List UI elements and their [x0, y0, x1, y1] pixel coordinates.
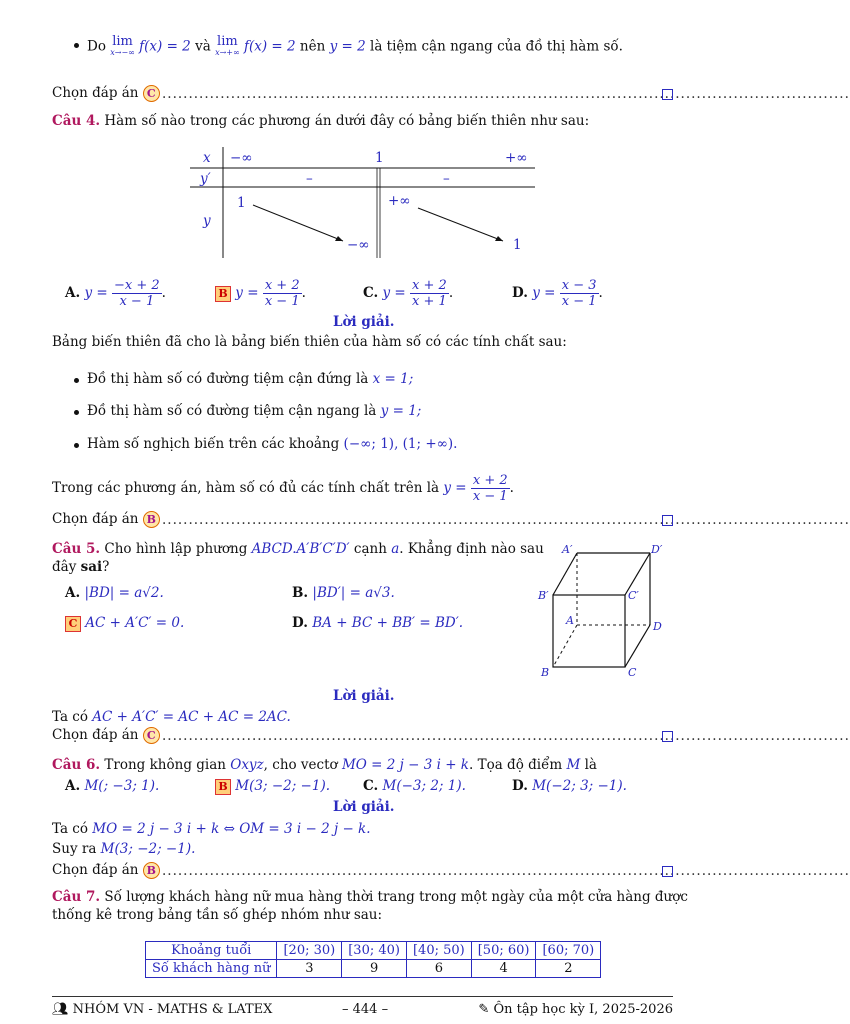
bullet-dot [74, 43, 79, 48]
cube-label-d1: D′ [651, 543, 663, 556]
group-icon: 👥︎ [52, 1002, 69, 1017]
footer-left: NHÓM VN - MATHS & LATEX [72, 1002, 273, 1017]
dot-leader: .................................................................................................................................. [162, 863, 850, 879]
choose-answer-q5: Chọn đáp án C [52, 727, 160, 744]
q4-option-d[interactable]: D. y = $\frac{x - 3}{x - 1}$ . [512, 278, 603, 309]
cube-label-b1: B′ [538, 589, 549, 602]
vt-yprime: y′ [200, 171, 211, 187]
vt-y: y [203, 213, 211, 229]
cube-label-a: A [566, 614, 574, 627]
vt-xmid: 1 [375, 150, 384, 166]
table-cell: [60; 70) [536, 942, 601, 960]
q6-solution-1: Ta có MO = 2 j − 3 i + k ⇔ OM = 3 i − 2 j − k. [52, 821, 371, 837]
q6-option-d[interactable]: D. M(−2; 3; −1). [512, 778, 627, 794]
vt-sign2: – [443, 171, 450, 187]
q4-solution-title: Lời giải. [333, 314, 395, 330]
question-5-line2: đây sai? [52, 559, 110, 575]
dot-leader: .................................................................................................................................. [162, 512, 850, 528]
q4-option-c[interactable]: C. y = $\frac{x + 2}{x + 1}$ . [363, 278, 454, 309]
end-square-icon [662, 89, 673, 100]
cube-label-c1: C′ [628, 589, 639, 602]
choose-answer-q3: Chọn đáp án C [52, 85, 160, 102]
table-cell: 9 [342, 960, 407, 978]
q5-solution: Ta có AC + A′C′ = AC + AC = 2AC. [52, 709, 291, 725]
cube-label-d: D [653, 620, 662, 633]
cube-label-a1: A′ [562, 543, 573, 556]
question-5: Câu 5. Cho hình lập phương ABCD.A′B′C′D′ cạnh a. Khẳng định nào sau [52, 541, 544, 557]
vt-sign1: – [306, 171, 313, 187]
end-square-icon [662, 731, 673, 742]
table-cell: Khoảng tuổi [146, 942, 277, 960]
q4-option-a[interactable]: A. y = $\frac{-x + 2}{x - 1}$ . [65, 278, 166, 309]
bullet-dot [74, 443, 79, 448]
end-square-icon [662, 866, 673, 877]
cube-label-c: C [628, 666, 637, 679]
cube-figure [535, 540, 675, 685]
q4-option-b[interactable]: B y = $\frac{x + 2}{x - 1}$ . [215, 278, 306, 309]
table-cell: 3 [277, 960, 342, 978]
page-footer [52, 996, 673, 1017]
vt-y-top-left: 1 [237, 195, 246, 211]
q6-solution-2: Suy ra M(3; −2; −1). [52, 841, 196, 857]
page-number: – 444 – [342, 1002, 389, 1017]
question-7-line2: thống kê trong bảng tần số ghép nhóm như sau: [52, 907, 383, 923]
bullet-dot [74, 410, 79, 415]
q4-bullet-1: Đồ thị hàm số có đường tiệm cận đứng là x = 1; [87, 371, 414, 387]
top-note: Do lim x→−∞ f(x) = 2 và lim x→+∞ f(x) = 2 nên y = 2 là tiệm cận ngang của đồ thị hàm số. [87, 34, 623, 57]
q5-option-b[interactable]: B. |BD′| = a√3. [292, 585, 395, 601]
table-cell: 4 [471, 960, 536, 978]
table-row [146, 942, 601, 960]
bullet-dot [74, 378, 79, 383]
q6-option-b[interactable]: B M(3; −2; −1). [215, 778, 330, 795]
q5-solution-title: Lời giải. [333, 688, 395, 704]
choose-answer-q6: Chọn đáp án B [52, 862, 160, 879]
vt-xneg: −∞ [230, 150, 253, 166]
table-cell: Số khách hàng nữ [146, 960, 277, 978]
q4-bullet-2: Đồ thị hàm số có đường tiệm cận ngang là y = 1; [87, 403, 422, 419]
question-6: Câu 6. Trong không gian Oxyz, cho vectơ MO = 2 j − 3 i + k. Tọa độ điểm M là [52, 757, 597, 773]
frequency-table [145, 941, 601, 978]
dot-leader: .................................................................................................................................. [162, 86, 850, 102]
footer-right: ✎ Ôn tập học kỳ I, 2025-2026 [478, 1002, 673, 1017]
q5-option-a[interactable]: A. |BD| = a√2. [65, 585, 164, 601]
vt-y-bot-right: 1 [513, 237, 522, 253]
table-cell: 6 [406, 960, 471, 978]
q6-solution-title: Lời giải. [333, 799, 395, 815]
q5-option-d[interactable]: D. BA + BC + BB′ = BD′. [292, 615, 464, 631]
q6-option-c[interactable]: C. M(−3; 2; 1). [363, 778, 466, 794]
vt-y-bot-left: −∞ [347, 237, 370, 253]
table-cell: [30; 40) [342, 942, 407, 960]
cube-label-b: B [541, 666, 550, 679]
dot-leader: .................................................................................................................................. [162, 728, 850, 744]
edit-icon: ✎ [478, 1002, 490, 1017]
question-4: Câu 4. Hàm số nào trong các phương án dưới đây có bảng biến thiên như sau: [52, 113, 590, 129]
end-square-icon [662, 515, 673, 526]
table-row [146, 960, 601, 978]
table-cell: 2 [536, 960, 601, 978]
vt-xpos: +∞ [505, 150, 528, 166]
table-cell: [40; 50) [406, 942, 471, 960]
table-cell: [50; 60) [471, 942, 536, 960]
vt-x: x [203, 150, 211, 166]
q4-solution-intro: Bảng biến thiên đã cho là bảng biến thiên của hàm số có các tính chất sau: [52, 334, 567, 350]
question-7: Câu 7. Số lượng khách hàng nữ mua hàng thời trang trong một ngày của một cửa hàng được [52, 889, 688, 905]
vt-y-top-right: +∞ [388, 193, 411, 209]
choose-answer-q4: Chọn đáp án B [52, 511, 160, 528]
q4-bullet-3: Hàm số nghịch biến trên các khoảng (−∞; 1), (1; +∞). [87, 436, 458, 452]
q5-option-c[interactable]: C AC + A′C′ = 0. [65, 615, 184, 632]
q6-option-a[interactable]: A. M(; −3; 1). [65, 778, 160, 794]
q4-conclusion: Trong các phương án, hàm số có đủ các tính chất trên là y = $\frac{x + 2}{x - 1}$ . [52, 473, 514, 504]
table-cell: [20; 30) [277, 942, 342, 960]
